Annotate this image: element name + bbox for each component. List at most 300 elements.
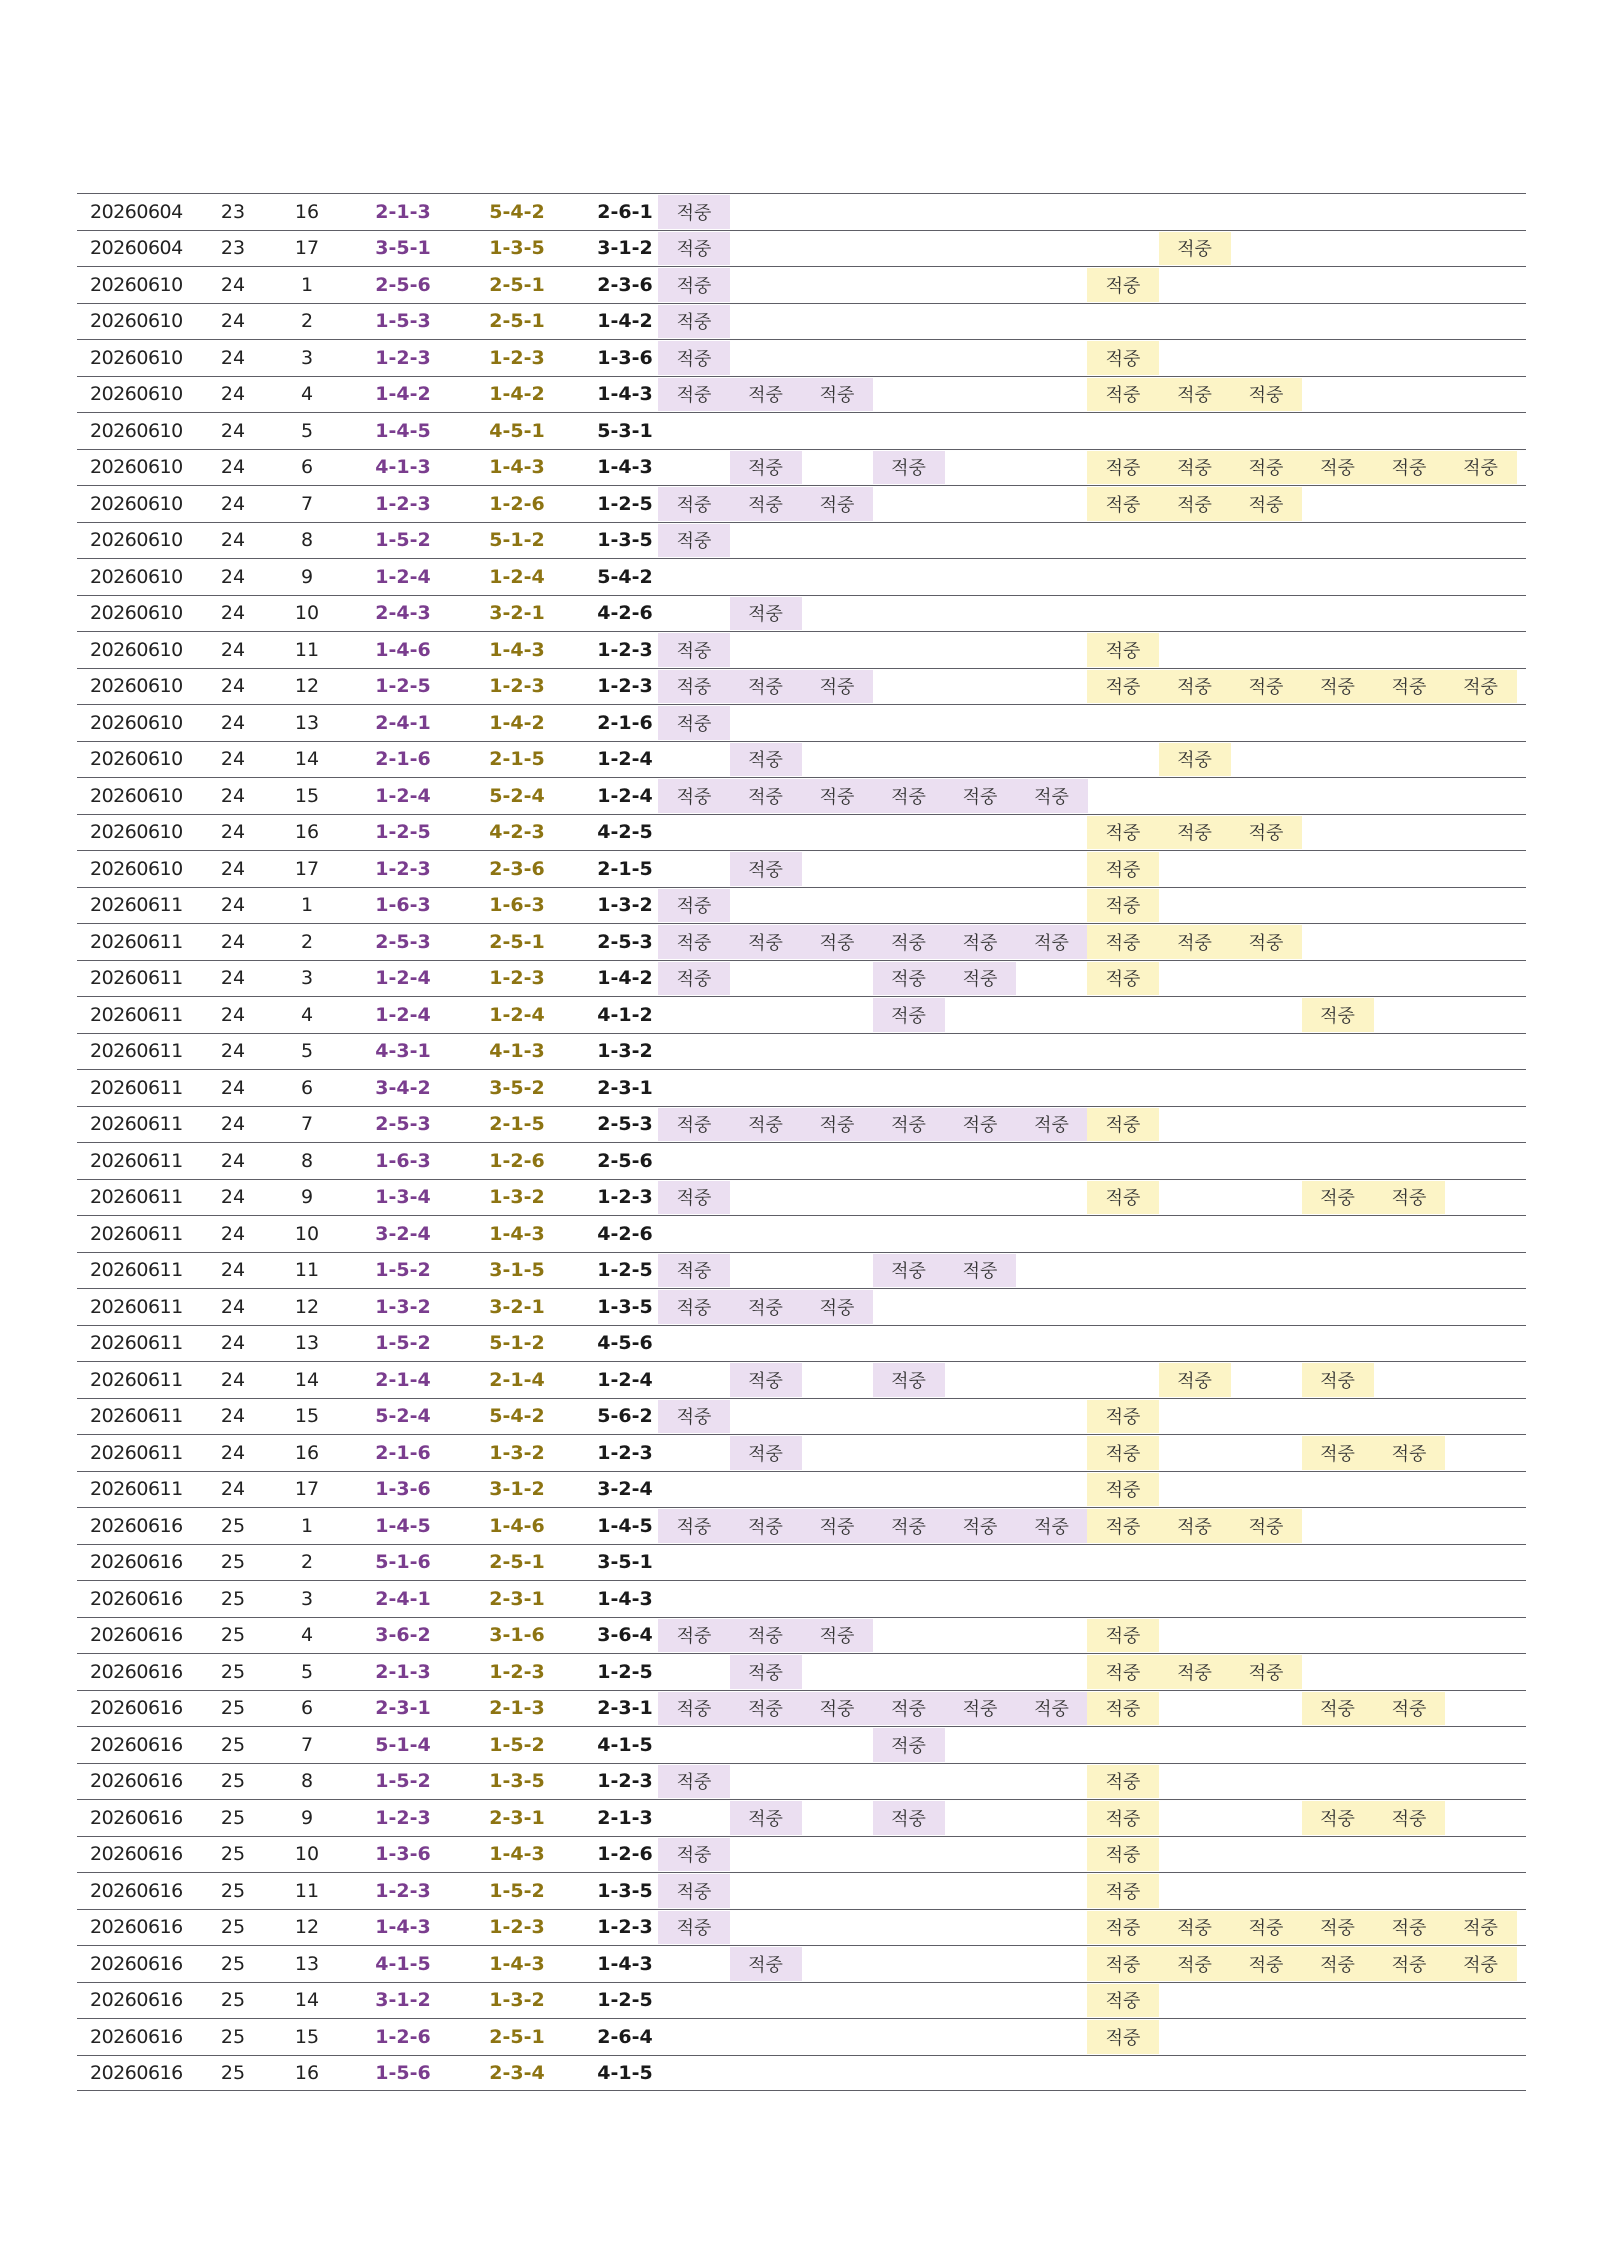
hit-mark-yellow: 적중: [1087, 1838, 1159, 1872]
hit-mark-purple: 적중: [873, 451, 945, 485]
week-cell: 24: [220, 419, 246, 442]
hit-mark-yellow: 적중: [1230, 1509, 1302, 1543]
combo-b-cell: 2-1-5: [489, 1113, 545, 1136]
table-row: [77, 850, 1526, 887]
hit-mark-purple: 적중: [658, 1619, 730, 1653]
date-cell: 20260616: [90, 1916, 183, 1939]
hit-mark-purple: 적중: [658, 633, 730, 667]
week-cell: 25: [220, 1916, 246, 1939]
combo-a-cell: 1-4-5: [375, 1514, 431, 1537]
result-cell: 2-6-4: [597, 2025, 653, 2048]
week-cell: 24: [220, 1149, 246, 1172]
combo-b-cell: 3-5-2: [489, 1076, 545, 1099]
week-cell: 24: [220, 894, 246, 917]
combo-b-cell: 1-2-6: [489, 492, 545, 515]
hit-mark-yellow: 적중: [1087, 1692, 1159, 1726]
hit-mark-purple: 적중: [873, 998, 945, 1032]
combo-b-cell: 2-3-1: [489, 1587, 545, 1610]
table-row: [77, 1252, 1526, 1289]
week-cell: 24: [220, 1405, 246, 1428]
result-cell: 2-3-1: [597, 1697, 653, 1720]
combo-b-cell: 1-6-3: [489, 894, 545, 917]
combo-b-cell: 3-1-2: [489, 1478, 545, 1501]
date-cell: 20260616: [90, 1843, 183, 1866]
date-cell: 20260610: [90, 492, 183, 515]
race-cell: 3: [300, 346, 314, 369]
combo-a-cell: 1-2-3: [375, 1879, 431, 1902]
hit-mark-purple: 적중: [801, 487, 873, 521]
combo-a-cell: 2-3-1: [375, 1697, 431, 1720]
combo-a-cell: 3-1-2: [375, 1989, 431, 2012]
combo-b-cell: 1-4-3: [489, 1952, 545, 1975]
hit-mark-purple: 적중: [658, 341, 730, 375]
combo-a-cell: 2-1-6: [375, 748, 431, 771]
hit-mark-yellow: 적중: [1445, 670, 1517, 704]
result-cell: 4-2-6: [597, 602, 653, 625]
table-row: [77, 1872, 1526, 1909]
combo-a-cell: 1-5-3: [375, 310, 431, 333]
hit-mark-yellow: 적중: [1087, 889, 1159, 923]
hit-mark-yellow: 적중: [1087, 1947, 1159, 1981]
table-row: [77, 339, 1526, 376]
hit-mark-purple: 적중: [801, 1108, 873, 1142]
hit-mark-yellow: 적중: [1445, 1911, 1517, 1945]
hit-mark-yellow: 적중: [1445, 1947, 1517, 1981]
table-row: [77, 1836, 1526, 1873]
combo-a-cell: 4-1-5: [375, 1952, 431, 1975]
hit-mark-yellow: 적중: [1087, 670, 1159, 704]
week-cell: 24: [220, 638, 246, 661]
race-cell: 6: [300, 1076, 314, 1099]
race-cell: 5: [300, 419, 314, 442]
hit-mark-purple: 적중: [658, 1400, 730, 1434]
date-cell: 20260611: [90, 1040, 183, 1063]
week-cell: 24: [220, 930, 246, 953]
week-cell: 24: [220, 529, 246, 552]
hit-mark-yellow: 적중: [1302, 1181, 1374, 1215]
date-cell: 20260616: [90, 1952, 183, 1975]
week-cell: 24: [220, 602, 246, 625]
date-cell: 20260610: [90, 310, 183, 333]
hit-mark-yellow: 적중: [1302, 1947, 1374, 1981]
date-cell: 20260616: [90, 1624, 183, 1647]
hit-mark-purple: 적중: [658, 232, 730, 266]
result-cell: 5-6-2: [597, 1405, 653, 1428]
result-cell: 2-5-3: [597, 930, 653, 953]
hit-mark-purple: 적중: [944, 779, 1016, 813]
table-row: [77, 558, 1526, 595]
hit-mark-purple: 적중: [944, 1509, 1016, 1543]
result-cell: 4-5-6: [597, 1332, 653, 1355]
week-cell: 24: [220, 857, 246, 880]
hit-mark-purple: 적중: [873, 1254, 945, 1288]
hit-mark-purple: 적중: [873, 1108, 945, 1142]
week-cell: 24: [220, 565, 246, 588]
hit-mark-purple: 적중: [730, 378, 802, 412]
combo-b-cell: 2-3-1: [489, 1806, 545, 1829]
race-cell: 10: [294, 1222, 320, 1245]
hit-mark-yellow: 적중: [1230, 487, 1302, 521]
date-cell: 20260610: [90, 602, 183, 625]
race-cell: 3: [300, 967, 314, 990]
combo-b-cell: 5-4-2: [489, 1405, 545, 1428]
hit-mark-yellow: 적중: [1302, 1911, 1374, 1945]
hit-mark-purple: 적중: [658, 889, 730, 923]
week-cell: 24: [220, 1295, 246, 1318]
race-cell: 17: [294, 1478, 320, 1501]
result-cell: 1-4-3: [597, 456, 653, 479]
combo-a-cell: 1-5-2: [375, 1332, 431, 1355]
combo-b-cell: 3-1-5: [489, 1259, 545, 1282]
table-row: [77, 1215, 1526, 1252]
hit-mark-purple: 적중: [730, 779, 802, 813]
date-cell: 20260616: [90, 1733, 183, 1756]
combo-b-cell: 1-3-5: [489, 237, 545, 260]
combo-b-cell: 1-2-3: [489, 346, 545, 369]
hit-mark-yellow: 적중: [1230, 451, 1302, 485]
race-cell: 5: [300, 1660, 314, 1683]
table-row: [77, 777, 1526, 814]
hit-mark-purple: 적중: [658, 195, 730, 229]
result-cell: 1-2-3: [597, 638, 653, 661]
table-row: [77, 1142, 1526, 1179]
date-cell: 20260616: [90, 1989, 183, 2012]
date-cell: 20260611: [90, 1149, 183, 1172]
hit-mark-purple: 적중: [658, 487, 730, 521]
table-row: [77, 193, 1526, 230]
combo-b-cell: 3-1-6: [489, 1624, 545, 1647]
week-cell: 25: [220, 1624, 246, 1647]
hit-mark-purple: 적중: [873, 1728, 945, 1762]
table-row: [77, 887, 1526, 924]
result-cell: 2-1-6: [597, 711, 653, 734]
date-cell: 20260611: [90, 1076, 183, 1099]
combo-a-cell: 5-1-6: [375, 1551, 431, 1574]
combo-b-cell: 1-2-3: [489, 675, 545, 698]
race-cell: 16: [294, 821, 320, 844]
race-cell: 4: [300, 1003, 314, 1026]
race-cell: 9: [300, 1806, 314, 1829]
week-cell: 24: [220, 1332, 246, 1355]
hit-mark-purple: 적중: [730, 1436, 802, 1470]
result-cell: 1-2-4: [597, 784, 653, 807]
table-row: [77, 1617, 1526, 1654]
hit-mark-purple: 적중: [730, 852, 802, 886]
combo-a-cell: 1-2-6: [375, 2025, 431, 2048]
combo-b-cell: 2-5-1: [489, 930, 545, 953]
week-cell: 25: [220, 1660, 246, 1683]
results-table: [77, 193, 1526, 2091]
combo-a-cell: 1-4-3: [375, 1916, 431, 1939]
hit-mark-purple: 적중: [730, 1947, 802, 1981]
date-cell: 20260611: [90, 1332, 183, 1355]
combo-a-cell: 4-1-3: [375, 456, 431, 479]
hit-mark-purple: 적중: [658, 670, 730, 704]
hit-mark-purple: 적중: [730, 487, 802, 521]
hit-mark-yellow: 적중: [1302, 1692, 1374, 1726]
hit-mark-yellow: 적중: [1087, 451, 1159, 485]
hit-mark-yellow: 적중: [1087, 1911, 1159, 1945]
table-row: [77, 1069, 1526, 1106]
combo-b-cell: 1-4-2: [489, 383, 545, 406]
date-cell: 20260610: [90, 346, 183, 369]
hit-mark-purple: 적중: [658, 706, 730, 740]
result-cell: 1-2-5: [597, 1660, 653, 1683]
combo-a-cell: 1-2-3: [375, 346, 431, 369]
hit-mark-purple: 적중: [1016, 779, 1088, 813]
hit-mark-yellow: 적중: [1373, 670, 1445, 704]
combo-a-cell: 5-2-4: [375, 1405, 431, 1428]
week-cell: 24: [220, 784, 246, 807]
result-cell: 1-3-2: [597, 1040, 653, 1063]
week-cell: 24: [220, 1076, 246, 1099]
result-cell: 1-2-3: [597, 1186, 653, 1209]
hit-mark-yellow: 적중: [1230, 816, 1302, 850]
hit-mark-purple: 적중: [730, 1363, 802, 1397]
combo-a-cell: 3-6-2: [375, 1624, 431, 1647]
date-cell: 20260610: [90, 711, 183, 734]
combo-a-cell: 2-4-3: [375, 602, 431, 625]
date-cell: 20260610: [90, 419, 183, 442]
date-cell: 20260604: [90, 200, 183, 223]
hit-mark-yellow: 적중: [1087, 1765, 1159, 1799]
hit-mark-yellow: 적중: [1230, 1947, 1302, 1981]
hit-mark-yellow: 적중: [1373, 1801, 1445, 1835]
date-cell: 20260610: [90, 456, 183, 479]
race-cell: 12: [294, 675, 320, 698]
result-cell: 4-2-6: [597, 1222, 653, 1245]
combo-b-cell: 1-3-2: [489, 1186, 545, 1209]
combo-a-cell: 1-2-5: [375, 675, 431, 698]
combo-a-cell: 1-2-4: [375, 967, 431, 990]
table-row: [77, 1799, 1526, 1836]
hit-mark-purple: 적중: [658, 305, 730, 339]
combo-a-cell: 1-4-5: [375, 419, 431, 442]
week-cell: 25: [220, 1514, 246, 1537]
hit-mark-purple: 적중: [730, 743, 802, 777]
hit-mark-yellow: 적중: [1159, 925, 1231, 959]
race-cell: 14: [294, 748, 320, 771]
week-cell: 25: [220, 1843, 246, 1866]
hit-mark-yellow: 적중: [1087, 633, 1159, 667]
week-cell: 25: [220, 1733, 246, 1756]
combo-b-cell: 5-2-4: [489, 784, 545, 807]
table-row: [77, 230, 1526, 267]
week-cell: 25: [220, 2061, 246, 2084]
hit-mark-yellow: 적중: [1087, 341, 1159, 375]
hit-mark-purple: 적중: [801, 779, 873, 813]
table-row: [77, 741, 1526, 778]
week-cell: 24: [220, 1441, 246, 1464]
table-row: [77, 1179, 1526, 1216]
date-cell: 20260611: [90, 967, 183, 990]
date-cell: 20260616: [90, 2025, 183, 2048]
combo-a-cell: 1-5-2: [375, 529, 431, 552]
hit-mark-purple: 적중: [1016, 1108, 1088, 1142]
table-row: [77, 996, 1526, 1033]
date-cell: 20260610: [90, 565, 183, 588]
date-cell: 20260616: [90, 1879, 183, 1902]
date-cell: 20260616: [90, 1514, 183, 1537]
race-cell: 16: [294, 200, 320, 223]
date-cell: 20260611: [90, 1186, 183, 1209]
hit-mark-purple: 적중: [658, 962, 730, 996]
combo-a-cell: 1-2-3: [375, 857, 431, 880]
hit-mark-yellow: 적중: [1230, 670, 1302, 704]
table-row: [77, 1398, 1526, 1435]
hit-mark-purple: 적중: [944, 1108, 1016, 1142]
combo-a-cell: 2-1-6: [375, 1441, 431, 1464]
combo-b-cell: 3-2-1: [489, 602, 545, 625]
result-cell: 1-4-5: [597, 1514, 653, 1537]
hit-mark-purple: 적중: [1016, 1509, 1088, 1543]
hit-mark-purple: 적중: [658, 1181, 730, 1215]
hit-mark-purple: 적중: [658, 378, 730, 412]
combo-a-cell: 2-5-3: [375, 930, 431, 953]
race-cell: 2: [300, 310, 314, 333]
date-cell: 20260616: [90, 1697, 183, 1720]
hit-mark-yellow: 적중: [1302, 670, 1374, 704]
race-cell: 7: [300, 1113, 314, 1136]
hit-mark-yellow: 적중: [1373, 1692, 1445, 1726]
race-cell: 15: [294, 784, 320, 807]
hit-mark-purple: 적중: [658, 925, 730, 959]
result-cell: 1-2-3: [597, 1770, 653, 1793]
date-cell: 20260610: [90, 675, 183, 698]
hit-mark-yellow: 적중: [1087, 2020, 1159, 2054]
hit-mark-yellow: 적중: [1159, 816, 1231, 850]
hit-mark-purple: 적중: [658, 1692, 730, 1726]
table-row: [77, 1033, 1526, 1070]
result-cell: 4-1-5: [597, 1733, 653, 1756]
hit-mark-purple: 적중: [944, 1692, 1016, 1726]
week-cell: 25: [220, 1697, 246, 1720]
combo-a-cell: 1-5-2: [375, 1770, 431, 1793]
hit-mark-purple: 적중: [658, 524, 730, 558]
hit-mark-purple: 적중: [730, 1619, 802, 1653]
week-cell: 24: [220, 310, 246, 333]
hit-mark-purple: 적중: [801, 1290, 873, 1324]
week-cell: 24: [220, 1222, 246, 1245]
hit-mark-purple: 적중: [658, 1254, 730, 1288]
week-cell: 24: [220, 346, 246, 369]
result-cell: 1-2-6: [597, 1843, 653, 1866]
week-cell: 25: [220, 1952, 246, 1975]
date-cell: 20260616: [90, 1587, 183, 1610]
table-row: [77, 704, 1526, 741]
table-row: [77, 412, 1526, 449]
hit-mark-purple: 적중: [730, 1290, 802, 1324]
date-cell: 20260616: [90, 1770, 183, 1793]
result-cell: 1-4-2: [597, 310, 653, 333]
hit-mark-purple: 적중: [730, 1801, 802, 1835]
week-cell: 24: [220, 1040, 246, 1063]
table-row: [77, 1434, 1526, 1471]
hit-mark-yellow: 적중: [1087, 925, 1159, 959]
combo-a-cell: 3-4-2: [375, 1076, 431, 1099]
week-cell: 24: [220, 1368, 246, 1391]
combo-a-cell: 1-6-3: [375, 1149, 431, 1172]
hit-mark-purple: 적중: [801, 925, 873, 959]
hit-mark-yellow: 적중: [1087, 378, 1159, 412]
combo-b-cell: 2-5-1: [489, 1551, 545, 1574]
table-row: [77, 1544, 1526, 1581]
hit-mark-purple: 적중: [730, 670, 802, 704]
date-cell: 20260611: [90, 1259, 183, 1282]
race-cell: 7: [300, 1733, 314, 1756]
combo-b-cell: 1-2-3: [489, 1660, 545, 1683]
combo-b-cell: 1-2-3: [489, 967, 545, 990]
result-cell: 4-2-5: [597, 821, 653, 844]
result-cell: 2-5-3: [597, 1113, 653, 1136]
date-cell: 20260611: [90, 930, 183, 953]
hit-mark-purple: 적중: [658, 1290, 730, 1324]
hit-mark-purple: 적중: [801, 1509, 873, 1543]
date-cell: 20260610: [90, 784, 183, 807]
week-cell: 25: [220, 1989, 246, 2012]
combo-a-cell: 1-5-6: [375, 2061, 431, 2084]
hit-mark-purple: 적중: [873, 779, 945, 813]
hit-mark-yellow: 적중: [1230, 378, 1302, 412]
table-row: [77, 303, 1526, 340]
combo-b-cell: 1-3-5: [489, 1770, 545, 1793]
hit-mark-purple: 적중: [730, 1509, 802, 1543]
hit-mark-yellow: 적중: [1159, 487, 1231, 521]
table-row: [77, 1288, 1526, 1325]
combo-a-cell: 3-5-1: [375, 237, 431, 260]
combo-a-cell: 2-4-1: [375, 711, 431, 734]
race-cell: 17: [294, 857, 320, 880]
combo-a-cell: 1-5-2: [375, 1259, 431, 1282]
race-cell: 1: [300, 1514, 314, 1537]
hit-mark-yellow: 적중: [1087, 816, 1159, 850]
combo-b-cell: 5-1-2: [489, 1332, 545, 1355]
hit-mark-purple: 적중: [801, 670, 873, 704]
combo-a-cell: 1-2-4: [375, 1003, 431, 1026]
hit-mark-yellow: 적중: [1087, 1108, 1159, 1142]
hit-mark-yellow: 적중: [1087, 1181, 1159, 1215]
result-cell: 2-3-1: [597, 1076, 653, 1099]
table-row: [77, 1909, 1526, 1946]
date-cell: 20260610: [90, 529, 183, 552]
hit-mark-purple: 적중: [873, 1801, 945, 1835]
table-row: [77, 2055, 1526, 2092]
hit-mark-purple: 적중: [801, 1619, 873, 1653]
race-cell: 10: [294, 602, 320, 625]
table-row: [77, 668, 1526, 705]
result-cell: 1-4-3: [597, 1587, 653, 1610]
date-cell: 20260610: [90, 638, 183, 661]
hit-mark-yellow: 적중: [1230, 1911, 1302, 1945]
race-cell: 14: [294, 1989, 320, 2012]
hit-mark-purple: 적중: [730, 451, 802, 485]
hit-mark-purple: 적중: [658, 1911, 730, 1945]
date-cell: 20260616: [90, 1660, 183, 1683]
combo-a-cell: 1-2-3: [375, 492, 431, 515]
combo-a-cell: 1-2-5: [375, 821, 431, 844]
combo-b-cell: 1-4-3: [489, 1222, 545, 1245]
result-cell: 1-4-3: [597, 383, 653, 406]
hit-mark-yellow: 적중: [1159, 670, 1231, 704]
hit-mark-yellow: 적중: [1087, 1619, 1159, 1653]
combo-b-cell: 2-1-3: [489, 1697, 545, 1720]
hit-mark-yellow: 적중: [1230, 925, 1302, 959]
race-cell: 8: [300, 1149, 314, 1172]
combo-b-cell: 1-4-3: [489, 1843, 545, 1866]
result-cell: 1-2-5: [597, 1259, 653, 1282]
hit-mark-yellow: 적중: [1159, 1911, 1231, 1945]
combo-b-cell: 2-1-4: [489, 1368, 545, 1391]
